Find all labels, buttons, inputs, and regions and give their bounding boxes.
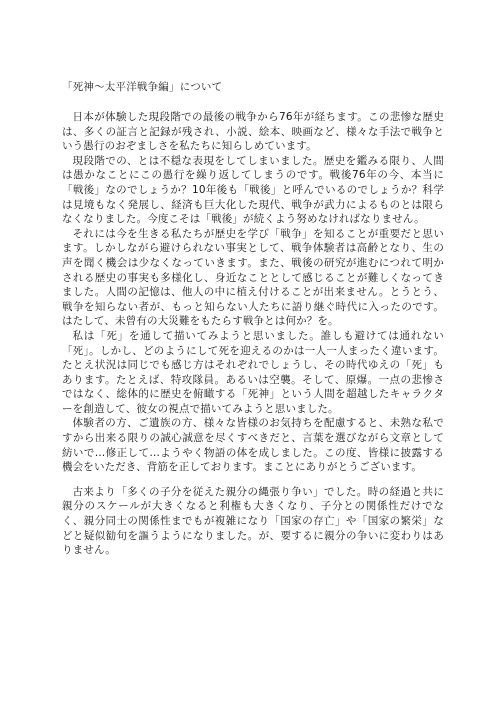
document-body <box>62 110 444 558</box>
paragraph-2: 現段階での、とは不穏な表現をしてしまいました。歴史を鑑みる限り、人間は愚かなことにこの愚行を繰り返してしまうのです。戦後76年の今、本当に「戦後」なのでしょうか？10年後も「戦後」と呼んでいるのでしょうか？科学は見境もなく発展し、経済も巨大化した現代、戦争が武力によるものとは限らなくなりました。今度こそは「戦後」が続くよう努めなければなりません。 <box>62 154 444 226</box>
section-gap <box>62 475 444 485</box>
paragraph-3: それには今を生きる私たちが歴史を学び「戦争」を知ることが重要だと思います。しかしながら避けられない事実として、戦争体験者は高齢となり、生の声を聞く機会は少なくなっていきます。また、戦後の研究が進むにつれて明かされる歴史の事実も多様化し、身近なこととして感じることが難しくなってきました。人間の記憶は、他人の中に植え付けることが出来ません。とうとう、戦争を知らない者が、もっと知らない人たちに語り継ぐ時代に入ったのです。はたして、未曾有の大災難をもたらす戦争とは何か？を。 <box>62 227 444 328</box>
paragraph-5: 体験者の方、ご遺族の方、様々な皆様のお気持ちを配慮すると、未熟な私ですから出来る限りの誠心誠意を尽くすべきだと、言葉を選びながら文章として紡いで…修正して…ようやく物語の体を成しました。この度、皆様に披露する機会をいただき、背筋を正しております。まことにありがとうございます。 <box>62 417 444 474</box>
document-title: 「死神〜太平洋戦争編」について <box>62 81 223 93</box>
paragraph-4: 私は「死」を通して描いてみようと思いました。誰しも避けては通れない「死」。しかし、どのようにして死を迎えるのかは一人一人まったく違います。たとえ状況は同じでも感じ方はそれぞれでしょうし、その時代ゆえの「死」もあります。たとえば、特攻隊員。あるいは空襲。そして、原爆。一点の悲惨さではなく、総体的に歴史を俯瞰する「死神」という人間を超越したキャラクターを創造して、彼女の視点で描いてみようと思いました。 <box>62 329 444 415</box>
paragraph-1: 日本が体験した現段階での最後の戦争から76年が経ちます。この悲惨な歴史は、多くの証言と記録が残され、小説、絵本、映画など、様々な手法で戦争という愚行のおぞましさを私たちに知らしめています。 <box>62 111 444 153</box>
paragraph-6: 古来より「多くの子分を従えた親分の縄張り争い」でした。時の経過と共に親分のスケールが大きくなると利権も大きくなり、子分との関係性だけでなく、親分同士の関係性までもが複雑になり「国家の存亡」や「国家の繁栄」などと疑似勧句を謳うようになりました。が、要するに親分の争いに変わりはありません。 <box>62 485 444 557</box>
